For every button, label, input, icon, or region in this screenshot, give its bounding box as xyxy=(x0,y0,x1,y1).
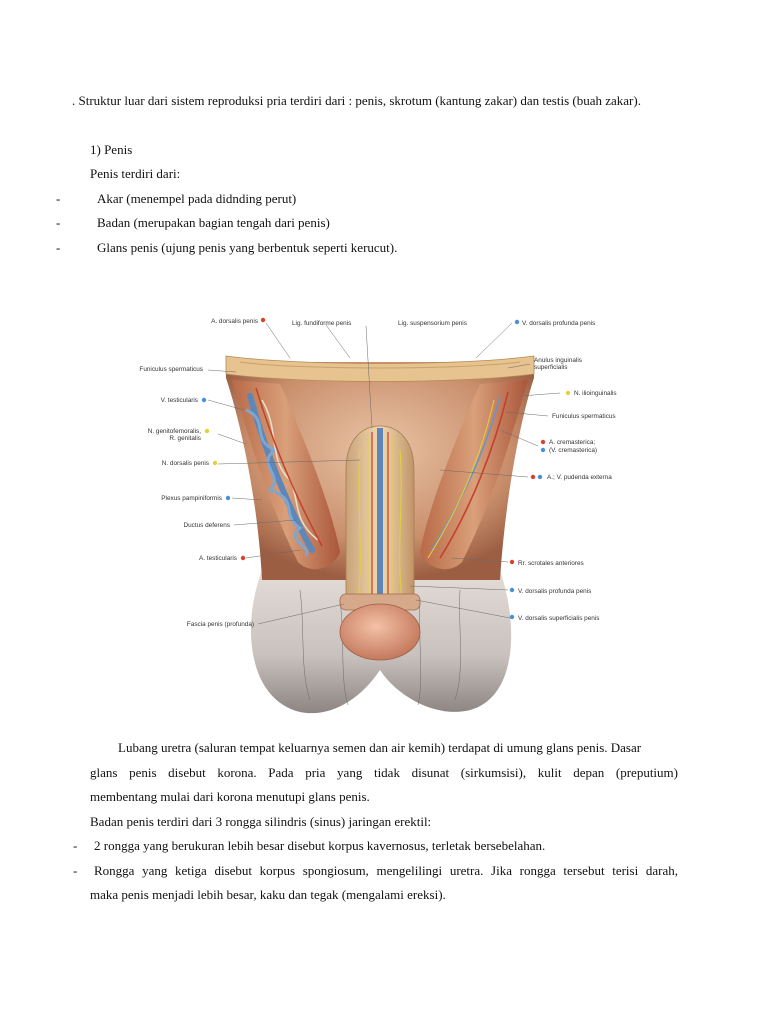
vein-dot xyxy=(515,320,519,324)
vein-dot xyxy=(510,615,514,619)
vein-dot xyxy=(538,475,542,479)
label-n-genitofemoralis: N. genitofemoralis, xyxy=(147,428,201,435)
artery-dot xyxy=(261,318,265,322)
label-n-dorsalis-penis: N. dorsalis penis xyxy=(161,460,209,467)
bullet-dash: - xyxy=(56,240,61,255)
label-a-dorsalis-penis: A. dorsalis penis xyxy=(211,318,258,325)
list-item: Badan (merupakan bagian tengah dari penis) xyxy=(97,215,330,230)
label-pudenda-externa: A.; V. pudenda externa xyxy=(547,474,612,481)
label-a-testicularis: A. testicularis xyxy=(198,555,237,562)
para-line-3: membentang mulai dari korona menutupi glans penis. xyxy=(90,789,370,804)
label-rr-scrotales: Rr. scrotales anteriores xyxy=(518,560,584,567)
label-v-dorsalis-superficialis: V. dorsalis superficialis penis xyxy=(518,615,600,622)
label-n-ilioinguinalis: N. ilioinguinalis xyxy=(574,390,617,397)
intro-text: . Struktur luar dari sistem reproduksi pria terdiri dari : penis, skrotum (kantung zakar) dan testis (buah zakar). xyxy=(72,93,641,108)
label-anulus-2: superficialis xyxy=(534,364,568,371)
section-heading: 1) Penis xyxy=(90,142,133,157)
nerve-dot xyxy=(213,461,217,465)
label-v-cremasterica: (V. cremasterica) xyxy=(549,447,598,454)
label-ductus-deferens: Ductus deferens xyxy=(183,522,230,529)
nerve-dot xyxy=(205,429,209,433)
label-a-cremasterica: A. cremasterica; xyxy=(549,439,596,446)
bullet-dash: - xyxy=(73,838,78,853)
list-item: Rongga yang ketiga disebut korpus spongiosum, mengelilingi uretra. Jika rongga tersebut terisi darah, xyxy=(94,863,678,878)
penis-shaft xyxy=(346,426,414,602)
artery-dot xyxy=(541,440,545,444)
artery-dot xyxy=(531,475,535,479)
bullet-dash: - xyxy=(73,863,78,878)
label-funiculus-left: Funiculus spermaticus xyxy=(139,366,203,373)
bullet-dash: - xyxy=(56,191,61,206)
para-line-1: Lubang uretra (saluran tempat keluarnya semen dan air kemih) terdapat di umung glans penis. Dasar xyxy=(118,740,642,755)
label-fascia-penis: Fascia penis (profunda) xyxy=(186,621,254,628)
label-v-dorsalis-profunda-bottom: V. dorsalis profunda penis xyxy=(518,588,592,595)
bullet-dash: - xyxy=(56,215,61,230)
nerve-dot xyxy=(566,391,570,395)
list-item: 2 rongga yang berukuran lebih besar disebut korpus kavernosus, terletak bersebelahan. xyxy=(94,838,546,853)
list-item: Akar (menempel pada didnding perut) xyxy=(97,191,297,206)
para-line-2: glans penis disebut korona. Pada pria yang tidak disunat (sirkumsisi), kulit depan (preputium) xyxy=(90,765,678,780)
label-r-genitalis: R. genitalis xyxy=(169,435,201,442)
list-item-continued: maka penis menjadi lebih besar, kaku dan tegak (mengalami ereksi). xyxy=(90,887,446,902)
label-funiculus-right: Funiculus spermaticus xyxy=(552,413,616,420)
artery-dot xyxy=(510,560,514,564)
vein-dot xyxy=(510,588,514,592)
parts-intro: Penis terdiri dari: xyxy=(90,166,181,181)
list-item: Glans penis (ujung penis yang berbentuk seperti kerucut). xyxy=(97,240,398,255)
glans-penis xyxy=(340,594,420,660)
anatomy-figure xyxy=(0,300,768,750)
label-anulus: Anulus inguinalis xyxy=(534,357,582,364)
vein-dot xyxy=(202,398,206,402)
body-intro: Badan penis terdiri dari 3 rongga silindris (sinus) jaringan erektil: xyxy=(90,814,432,829)
label-lig-suspensorium: Lig. suspensorium penis xyxy=(398,320,467,327)
label-lig-fundiforme: Lig. fundiforme penis xyxy=(292,320,352,327)
vein-dot xyxy=(226,496,230,500)
artery-dot xyxy=(241,556,245,560)
label-v-dorsalis-profunda-top: V. dorsalis profunda penis xyxy=(522,320,596,327)
label-v-testicularis: V. testicularis xyxy=(160,397,198,404)
vein-dot xyxy=(541,448,545,452)
label-plexus-pampiniformis: Plexus pampiniformis xyxy=(161,495,222,502)
